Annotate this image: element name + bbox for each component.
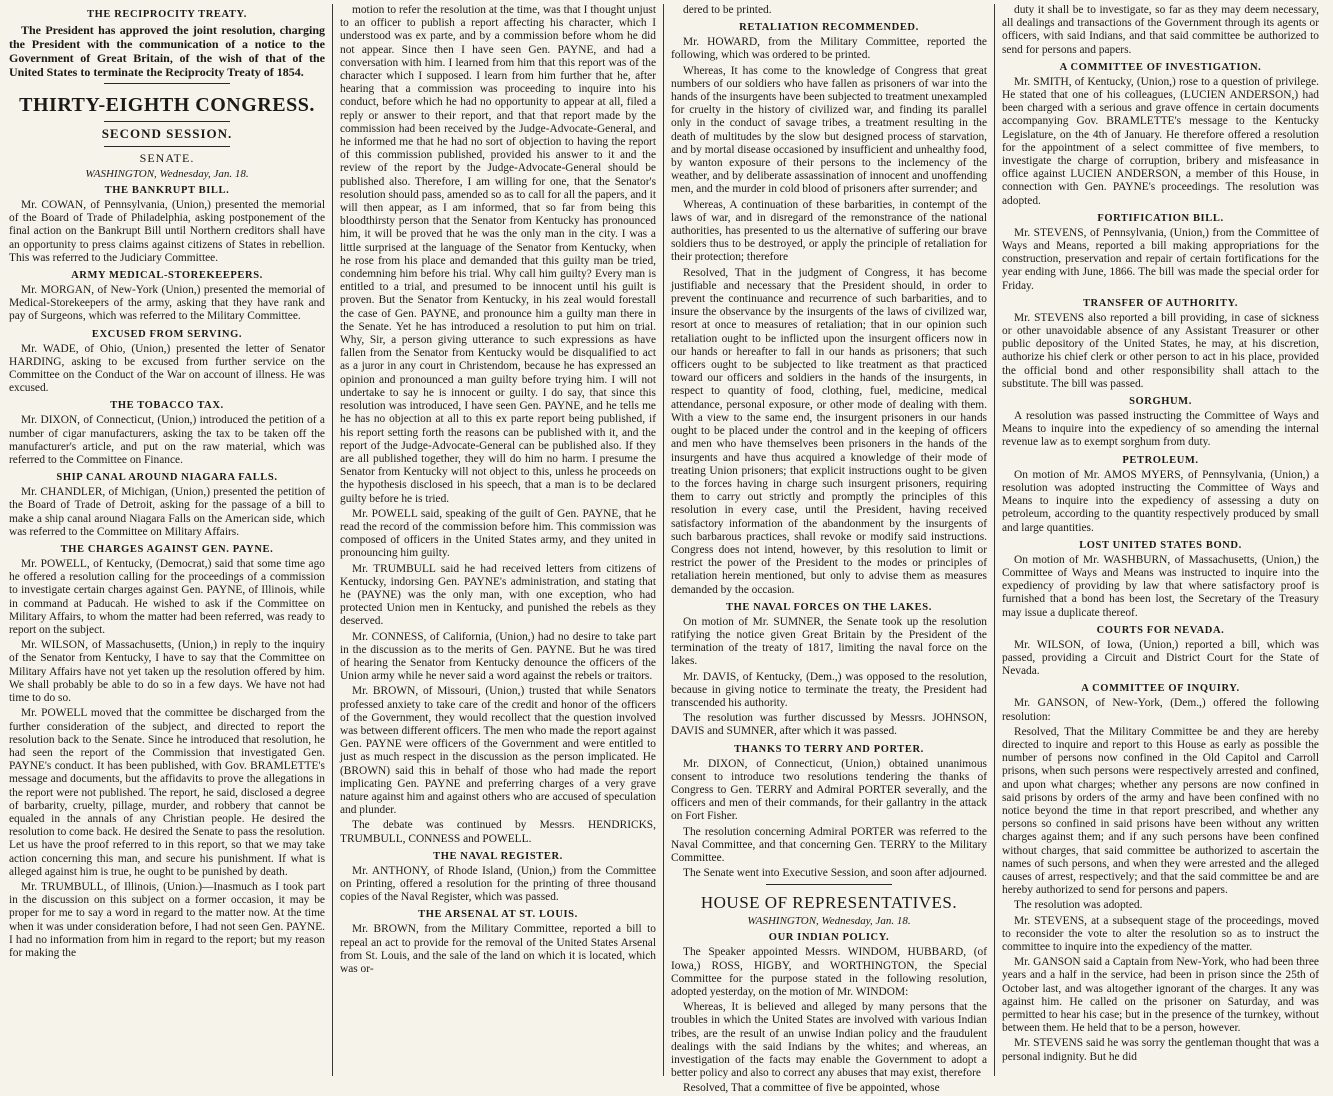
article-paragraph: Mr. CHANDLER, of Michigan, (Union,) presented the petition of the Board of Trade of Detroit, asking for the passage of a bill to make a ship canal around Niagara Falls on the American side, which was referred to the Committee on Military Affairs. [9, 486, 325, 538]
article-paragraph: A resolution was passed instructing the Committee of Ways and Means to inquire into the expediency of so amending the internal revenue law as to exempt sorghum from duty. [1002, 410, 1319, 449]
column-2 [333, 4, 664, 1076]
article-paragraph: motion to refer the resolution at the time, was that I thought unjust to an officer to publish a report affecting his character, which I understood was ex parte, and by a commission before whom he did not appear. Since then I have seen Gen. PAYNE, and had a conversation with him. I learned from him that this report was of the character which I supposed. I learn from him further that he, after hearing that a commission was proceeding to inquire into his conduct, before which he had no opportunity to appear at all, filed a reply or answer to their report, and that that report made by the commission had been received by the Judge-Advocate-General, and he informed me that he had no sort of objection to having the report of this commission published, provided his answer to it and the review of the report by the Judge-Advocate-General should be published also. Therefore, I am willing for one, that the Senator's resolution should pass, amended so as to call for all the papers, and it will then appear, as I am informed, that so far from being this bloodthirsty person that the Senator from Kentucky has pronounced him, it will be proved that he was the only man in the city. I was a little surprised at the language of the Senator from Kentucky, when he rose from his place and demanded that this guilty man be tried, condemning him before his trial. Why call him guilty? Every man is entitled to a trial, and presumed to be innocent until his guilt is proven. But the Senator from Kentucky, in his zeal would forestall the case of Gen. PAYNE, and pronounce him a guilty man there in the Senate. Yet he has introduced a resolution to put him on trial. Why, Sir, a person giving utterance to such expressions as have fallen from the Senator from Kentucky would be disqualified to act as a juror in any court in Christendom, because he has expressed an opinion and pronounced a man guilty before trying him. I will not undertake to say he is innocent or guilty. I do say, that since this resolution was introduced, I have seen Gen. PAYNE, and he tells me he has no objection at all to this ex parte report being published, if his report setting forth the reasons can be published with it, and the report of the Judge-Advocate-General can be published also. If they are all published together, they will do him no harm. I presume the Senator from Kentucky will not object to this, unless he proceeds on the hypothesis disclosed in his speech, that a man is to be declared guilty before he is tried. [340, 4, 656, 505]
article-paragraph: Mr. GANSON, of New-York, (Dem.,) offered the following resolution: [1002, 697, 1319, 723]
article-paragraph: Mr. POWELL moved that the committee be discharged from the further consideration of the subject, and directed to report the resolution back to the Senate. Since he introduced that resolution, he had seen the report of the Commission that investigated Gen. PAYNE's conduct. It has been published, with Gov. BRAMLETTE's message and documents, but the affidavits to prove the allegations in the report were not published. The report, he said, disclosed a degree of barbarity, cruelty, pillage, murder, and robbery that cannot be equaled in the annals of any Christian people. He desired the resolution to come back. He desired the Senate to pass the resolution. Let us have the proof referred to in this report, so that we may take action concerning this man, and secure his punishment. If what is alleged against him is true, he ought to be punished by death. [9, 707, 326, 878]
article-paragraph: Mr. DIXON, of Connecticut, (Union,) obtained unanimous consent to introduce two resolutions tendering the thanks of Congress to Gen. TERRY and Admiral PORTER severally, and the officers and men of their commands, for their gallantry in the attack on Fort Fisher. [671, 757, 987, 823]
section-heading: THE TOBACCO TAX. [110, 400, 224, 412]
house-heading: HOUSE OF REPRESENTATIVES. [700, 893, 958, 913]
article-paragraph: The debate was continued by Messrs. HENDRICKS, TRUMBULL, CONNESS and POWELL. [340, 819, 656, 845]
article-paragraph: Mr. MORGAN, of New-York (Union,) presented the memorial of Medical-Storekeepers of the army, asking that they have rank and pay of Surgeons, which was referred to the Military Committee. [9, 284, 325, 323]
article-paragraph: Mr. WILSON, of Massachusetts, (Union,) in reply to the inquiry of the Senator from Kentucky, I have to say that the Committee on Military Affairs have not yet taken up the resolution offered by him. We shall probably be able to do so in a few days. We have not had time to do so. [9, 639, 325, 705]
article-paragraph: Mr. BROWN, of Missouri, (Union,) trusted that while Senators professed anxiety to take care of the credit and honor of the officers of the Government, they would recollect that the question involved was between different officers. The men who made the report against Gen. PAYNE were officers of the Government and were entitled to just as much respect in the discussion as the person implicated. He (BROWN) said this in behalf of those who had made the report implicating Gen. PAYNE and preferring charges of a very grave nature against him and against others who are accused of speculation and plunder. [340, 685, 656, 817]
section-heading: THE BANKRUPT BILL. [104, 185, 230, 196]
article-paragraph: Mr. ANTHONY, of Rhode Island, (Union,) from the Committee on Printing, offered a resolution for the printing of three thousand copies of the Naval Register, which was passed. [340, 864, 656, 904]
divider [104, 83, 230, 84]
article-paragraph: Resolved, That a committee of five be appointed, whose [683, 1082, 940, 1095]
article-paragraph: Mr. STEVENS also reported a bill providing, in case of sickness or other unavoidable absence of any Assistant Treasurer or other public depository of the United States, he may, at his discretion, authorize his chief clerk or other person to act in his place, provided the official bond and other responsibility shall attach to the substitute. The bill was passed. [1002, 311, 1319, 390]
article-paragraph: Resolved, That the Military Committee be and they are hereby directed to inquire and report to this House as early as possible the number of persons now confined in the Old Capitol and Carroll prisons, when such persons were respectively arrested and confined, and upon what charges; whether any persons are now confined in said prisons by orders of the army and have been confined with no notice beyond the time in that report prescribed, and whether any persons so confined in said prisons have been without any written charges against them; and if any such persons have been confined without charges, that said committee be authorized to ascertain the names of such persons, and when they were arrested and the alleged causes of arrest, respectively; and that the said committee be and are hereby authorized to send for persons and papers. [1002, 725, 1319, 897]
dateline: WASHINGTON, Wednesday, Jan. 18. [747, 915, 911, 928]
section-heading: COURTS FOR NEVADA. [1096, 624, 1225, 636]
article-paragraph: duty it shall be to investigate, so far as they may deem necessary, all dealings and transactions of the Government through its agents or officers, with said Indians, and that said committee be authorized to send for persons and papers. [1002, 4, 1319, 56]
article-paragraph: Mr. POWELL said, speaking of the guilt of Gen. PAYNE, that he read the record of the commission before him. This commission was composed of officers in the United States army, and they united in pronouncing him guilty. [340, 507, 656, 560]
section-heading: THE NAVAL REGISTER. [433, 850, 563, 862]
article-paragraph: Mr. STEVENS, at a subsequent stage of the proceedings, moved to reconsider the vote to alter the resolution so as to instruct the committee to inquire into the expediency of the matter. [1002, 914, 1319, 953]
column-3 [664, 4, 995, 1095]
article-paragraph: The resolution was further discussed by Messrs. JOHNSON, DAVIS and SUMNER, after which it was passed. [671, 712, 987, 738]
section-heading: RETALIATION RECOMMENDED. [739, 22, 919, 34]
article-paragraph: Mr. POWELL, of Kentucky, (Democrat,) said that some time ago he offered a resolution calling for the proceedings of a commission to investigate certain charges against Gen. PAYNE, of Illinois, while in command at Paducah. He wished to ask if the Committee on Military Affairs, to whom the matter had been referred, was ready to report on the subject. [9, 558, 325, 637]
article-paragraph: Mr. SMITH, of Kentucky, (Union,) rose to a question of privilege. He stated that one of his colleagues, (LUCIEN ANDERSON,) had been charged with a serious and grave offence in certain documents accompanying Gov. BRAMLETTE's message to the Kentucky Legislature, on the 4th of January. He therefore offered a resolution for the appointment of a select committee of five members, to investigate the charge of corruption, bribery and misfeasance in office against LUCIEN ANDERSON, a member of this House, in connection with Gen. PAYNE's proceedings. The resolution was adopted. [1002, 75, 1319, 207]
section-heading: A COMMITTEE OF INVESTIGATION. [1059, 61, 1262, 73]
dateline: WASHINGTON, Wednesday, Jan. 18. [85, 168, 249, 180]
article-paragraph: The resolution concerning Admiral PORTER was referred to the Naval Committee, and that concerning Gen. TERRY to the Military Committee. [671, 825, 987, 864]
divider [104, 146, 230, 147]
masthead-congress: THIRTY-EIGHTH CONGRESS. [19, 94, 315, 116]
article-paragraph: Mr. COWAN, of Pennsylvania, (Union,) presented the memorial of the Board of Trade of Philadelphia, asking postponement of the final action on the Bankrupt Bill until Northern creditors shall have an opportunity to press claims against citizens of States in rebellion. This was referred to the Judiciary Committee. [9, 199, 325, 264]
article-paragraph: On motion of Mr. WASHBURN, of Massachusetts, (Union,) the Committee of Ways and Means was instructed to inquire into the expediency of providing by law that where satisfactory proof is furnished that a bond has been lost, the Secretary of the Treasury may issue a duplicate thereof. [1002, 553, 1319, 619]
article-paragraph: Mr. TRUMBULL said he had received letters from citizens of Kentucky, indorsing Gen. PAYNE's administration, and stating that he (PAYNE) was the only man, with one exception, who had protected Union men in Kentucky, and punished the rebels as they deserved. [340, 562, 656, 628]
section-heading: THE RECIPROCITY TREATY. [87, 9, 247, 20]
divider [104, 121, 230, 122]
section-heading: LOST UNITED STATES BOND. [1079, 539, 1242, 551]
lead-paragraph: The President has approved the joint resolution, charging the President with the communication of a notice to the Government of Great Britain, of the wish of that of the United States to terminate the Reciprocity Treaty of 1854. [9, 23, 325, 79]
article-paragraph: Whereas, It has come to the knowledge of Congress that great numbers of our soldiers who have fallen as prisoners of war into the hands of the insurgents have been subjected to treatment unexampled for cruelty in the history of civilized war, and finding its parallel only in the conduct of savage tribes, a treatment resulting in the death of multitudes by the slow but designed process of starvation, and by mortal disease occasioned by insufficient and unhealthy food, by wanton exposure of their persons to the inclemency of the weather, and by deliberate assassination of innocent and unoffending men, and the murder in cold blood of prisoners after surrender; and [671, 64, 987, 196]
article-paragraph: Mr. DAVIS, of Kentucky, (Dem.,) was opposed to the resolution, because in giving notice to terminate the treaty, the President had transcended his authority. [671, 670, 987, 709]
article-paragraph: Mr. TRUMBULL, of Illinois, (Union.)—Inasmuch as I took part in the discussion on this subject on a former occasion, it may be proper for me to say a word in regard to the matter now. At the time when it was under consideration before, I had not seen Gen. PAYNE. I had no information from him in regard to the report; but my reason for making the [9, 880, 325, 959]
divider [766, 884, 892, 885]
section-heading: OUR INDIAN POLICY. [768, 932, 890, 944]
section-heading: PETROLEUM. [1122, 454, 1199, 466]
article-paragraph: Mr. STEVENS said he was sorry the gentleman thought that was a personal indignity. But he did [1002, 1037, 1319, 1063]
article-paragraph: Resolved, That in the judgment of Congress, it has become justifiable and necessary that the President should, in order to prevent the continuance and recurrence of such barbarities, and to insure the observance by the insurgents of the laws of civilized war, resort at once to measures of retaliation; that in our opinion such retaliation ought to be inflicted upon the insurgent officers now in our hands or hereafter to fall in our hands as prisoners; that such officers ought to be subjected to like treatment as that practiced toward our officers and soldiers in the hands of the insurgents, in respect to quantity of food, clothing, fuel, medicine, medical attendance, personal exposure, or other mode of dealing with them. With a view to the same end, the insurgent prisoners in our hands ought to be placed under the control and in the keeping of officers and men who have themselves been prisoners in the hands of the insurgents and have thus acquired a knowledge of their mode of treating Union prisoners; that explicit instructions ought to be given to the forces having in charge such insurgent prisoners, requiring them to carry out strictly and promptly the principles of this resolution in every case, until the President, having received satisfactory information of the abandonment by the insurgents of such barbarous practices, shall revoke or modify said instructions. Congress does not intend, however, by this resolution to limit or restrict the power of the President to the modes or principles of retaliation herein mentioned, but only to advise them as measures demanded by the occasion. [671, 266, 987, 596]
article-paragraph: Mr. STEVENS, of Pennsylvania, (Union,) from the Committee of Ways and Means, reported a bill making appropriations for the construction, preservation and repair of certain fortifications for the year ending with June, 1866. The bill was made the special order for Friday. [1002, 226, 1319, 292]
article-paragraph: Whereas, A continuation of these barbarities, in contempt of the laws of war, and in disregard of the remonstrance of the national authorities, has presented to us the alternative of suffering our brave soldiers thus to be destroyed, or apply the principle of retaliation for their protection; therefore [671, 198, 987, 264]
section-heading: SHIP CANAL AROUND NIAGARA FALLS. [56, 472, 278, 484]
article-paragraph: Mr. CONNESS, of California, (Union,) had no desire to take part in the discussion as to the merits of Gen. PAYNE. But he was tired of hearing the Senator from Kentucky denounce the officers of the Union army while he never said a word against the rebels or traitors. [340, 630, 656, 683]
article-paragraph: Mr. WILSON, of Iowa, (Union,) reported a bill, which was passed, providing a Circuit and District Court for the State of Nevada. [1002, 638, 1319, 678]
article-paragraph: Mr. DIXON, of Connecticut, (Union,) introduced the petition of a number of cigar manufacturers, asking the tax to be taken off the manufacturer's article, and put on the raw material, which was referred to the Committee on Finance. [9, 414, 325, 467]
section-heading: EXCUSED FROM SERVING. [91, 328, 243, 340]
section-heading: ARMY MEDICAL-STOREKEEPERS. [71, 270, 263, 282]
column-4 [995, 4, 1326, 1076]
section-heading: TRANSFER OF AUTHORITY. [1082, 297, 1239, 309]
article-paragraph: Mr. HOWARD, from the Military Committee, reported the following, which was ordered to be printed. [671, 36, 987, 62]
article-paragraph: The Senate went into Executive Session, and soon after adjourned. [683, 867, 987, 880]
section-heading: A COMMITTEE OF INQUIRY. [1081, 683, 1240, 695]
article-paragraph: On motion of Mr. AMOS MYERS, of Pennsylvania, (Union,) a resolution was adopted instructing the Committee of Ways and Means to inquire into the expediency of assessing a duty on petroleum, according to the quantity respectively produced by small and large quantities. [1002, 468, 1319, 534]
section-heading: THE NAVAL FORCES ON THE LAKES. [726, 601, 932, 613]
senate-heading: SENATE. [139, 151, 195, 165]
section-heading: THE CHARGES AGAINST GEN. PAYNE. [60, 544, 274, 556]
article-paragraph: Mr. GANSON said a Captain from New-York, who had been three years and a half in the service, had been in prison since the 25th of October last, and was altogether ignorant of the charges. It any was against him. He called on the prisoner on Saturday, and was permitted to hear his case; but in the presence of the turnkey, without between them. He held that to be a person, however. [1002, 956, 1319, 1035]
section-heading: THE ARSENAL AT ST. LOUIS. [418, 909, 578, 921]
section-heading: FORTIFICATION BILL. [1097, 212, 1224, 224]
section-heading: SORGHUM. [1129, 396, 1192, 408]
article-paragraph: Whereas, It is believed and alleged by many persons that the troubles in which the United States are involved with various Indian tribes, are the result of an unwise Indian policy and the fraudulent dealings with the said Indians by the whites; and whereas, an investigation of the facts may enable the Government to adopt a better policy and also to correct any abuses that may exist, therefore [671, 1001, 987, 1080]
article-paragraph: Mr. WADE, of Ohio, (Union,) presented the letter of Senator HARDING, asking to be excused from further service on the Committee on the Conduct of the War on account of illness. He was excused. [9, 342, 325, 395]
article-paragraph: The Speaker appointed Messrs. WINDOM, HUBBARD, (of Iowa,) ROSS, HIGBY, and WORTHINGTON, the Special Committee for the purpose stated in the following resolution, adopted yesterday, on the motion of Mr. WINDOM: [671, 946, 987, 998]
article-paragraph: Mr. BROWN, from the Military Committee, reported a bill to repeal an act to provide for the removal of the United States Arsenal from St. Louis, and the sale of the land on which it is located, which was or- [340, 923, 656, 976]
article-paragraph: The resolution was adopted. [1014, 899, 1143, 912]
column-1 [2, 4, 333, 1076]
article-paragraph: On motion of Mr. SUMNER, the Senate took up the resolution ratifying the notice given Great Britain by the President of the termination of the treaty of 1817, limiting the naval force on the lakes. [671, 615, 987, 668]
session-heading: SECOND SESSION. [101, 126, 233, 141]
section-heading: THANKS TO TERRY AND PORTER. [734, 743, 924, 755]
article-paragraph: dered to be printed. [683, 4, 772, 16]
